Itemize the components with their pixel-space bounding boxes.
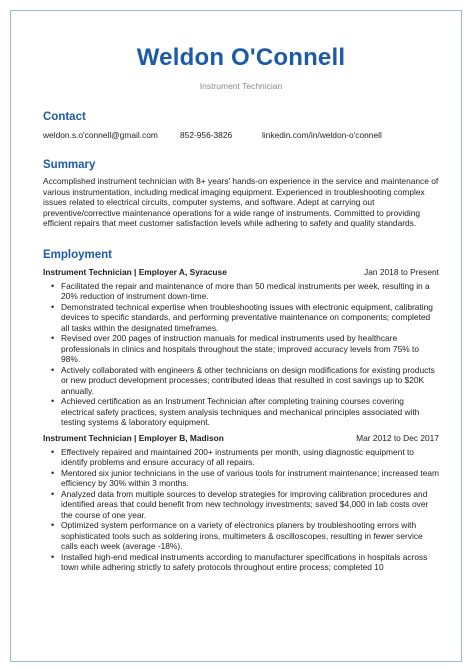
candidate-name: Weldon O'Connell [136,44,346,71]
employment-heading: Employment [43,248,113,261]
job-bullets [43,281,439,428]
job-bullets [43,447,439,573]
job-bullet: • Effectively repaired and maintained 200+ instruments per month, using diagnostic equipment to identify problems and ensure accuracy of all repairs. [61,447,439,468]
job-bullet: • Revised over 200 pages of instruction manuals for medical instruments used by healthcare professionals in clinics and hospitals throughout the state; improved accuracy levels from 75% to 98%. [61,333,439,365]
contact-phone: 852-956-3826 [180,130,233,140]
resume-content [11,44,461,573]
contact-linkedin[interactable]: linkedin.com/in/weldon-o'connell [262,130,382,140]
job-bullet: • Facilitated the repair and maintenance of more than 50 medical instruments per week, resulting in a 20% reduction of instrument down-time. [61,281,439,302]
contact-email[interactable]: weldon.s.o'connell@gmail.com [43,130,158,140]
summary-text: Accomplished instrument technician with 8+ years' hands-on experience in the service and maintenance of various instrumentation, including medical imaging equipment. Experienced in troubleshooting complex issues related to electrical circuits, computer systems, and software. Adept at carrying out preventive/corrective maintenance operations for a wide range of instruments. Committed to providing efficient repairs that meet customer satisfaction levels while adhering to safety and quality standards. [43,176,439,228]
job-header [43,267,439,278]
summary-heading: Summary [43,159,96,171]
contact-heading: Contact [43,111,86,123]
resume-page [10,10,462,662]
job-title: Instrument Technician | Employer B, Madison [43,432,224,443]
job-bullet: • Analyzed data from multiple sources to develop strategies for improving calibration procedures and identified areas that could benefit from new technology investments; saved $4,000 in lab costs over the course of one year. [61,489,439,521]
job-bullet: • Achieved certification as an Instrument Technician after completing training courses covering electrical safety practices, system analysis techniques and mechanical principles associated with testing systems & laboratory equipment. [61,396,439,428]
job-entry-b [43,433,439,573]
job-bullet: • Actively collaborated with engineers & other technicians on design modifications for existing products or new product development processes; contributed ideas that resulted in cost savings up to $20K annually. [61,365,439,397]
job-bullet: • Optimized system performance on a variety of electronics planers by troubleshooting errors with sophisticated tools such as soldering irons, multimeters & oscilloscopes, resulting in fewer service calls each week (average -18%). [61,520,439,552]
job-title: Instrument Technician | Employer A, Syracuse [43,266,227,277]
job-bullet: • Demonstrated technical expertise when troubleshooting issues with electronic equipment, calibrating devices to specific standards, and performing preventative maintenance on components; completed all tasks within the designated timeframes. [61,302,439,334]
job-bullet: • Installed high-end medical instruments according to manufacturer specifications in hospitals across town while adhering strictly to safety protocols throughout entire process; completed 10 [61,552,439,573]
job-dates: Jan 2018 to Present [364,266,439,277]
job-dates: Mar 2012 to Dec 2017 [356,432,439,443]
candidate-role: Instrument Technician [199,81,283,91]
contact-row [43,130,439,141]
job-header [43,433,439,444]
job-entry-a [43,267,439,428]
job-bullet: • Mentored six junior technicians in the use of various tools for instrument maintenance; increased team efficiency by 30% within 3 months. [61,468,439,489]
